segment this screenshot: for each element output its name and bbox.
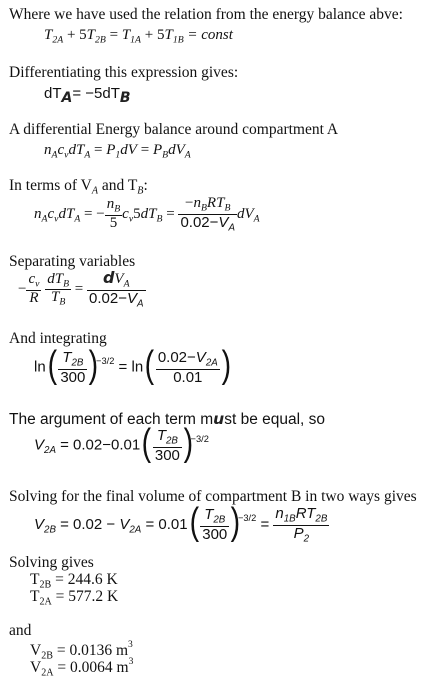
result-t2b: $T_{2B} = 244.6$ K [30,571,118,591]
text-energy-balance-intro: Where we have used the relation from the energy balance abve: [9,6,403,23]
text-and: and [9,622,32,639]
result-v2a: $V_{2A} = 0.0064$ $m^3$ [30,656,134,679]
text-separating-variables: Separating variables [9,253,136,270]
handwritten-b: B [119,90,131,106]
text-solving-gives: Solving gives [9,554,94,571]
dt-text: dT [44,85,62,102]
text-differential-energy-balance: A differential Energy balance around compartment A [9,121,339,138]
text-differentiating: Differentiating this expression gives: [9,64,239,81]
equation-energy-relation: $T_{2A} + 5T_{2B} = T_{1A} + 5T_{1B}$ = const [44,27,233,46]
equation-differential [44,85,131,106]
equation-separated: − $\frac{c_v}{R}$ $\frac{dT_B}{T_B}$ = $\frac{dV_A}{0.02-V_A}$ [18,268,144,310]
equation-v2a: $V_{2A} = 0.02-0.01$( $\frac{T_{2B}}{300}$ )$^{-3/2}$ [34,421,209,464]
handwritten-a: A [61,90,73,106]
text-argument-equal: The argument of each term must be equal, so [9,410,326,428]
equation-v2b: $V_{2B} = 0.02 - V_{2A} = 0.01$( $\frac{T_{2B}}{300}$ )$^{-3/2}$ = $\frac{n_{1B}RT_{2B}}{P_2}$ [34,501,328,545]
equation-energy-balance-a: $n_Ac_vdT_A = P_1dV = P_BdV_A$ [44,142,191,161]
const-text: = const [187,27,233,43]
text-solving-final-volume: Solving for the final volume of compartment B in two ways gives [9,488,417,505]
equation-integrated: ln( $\frac{T_{2B}}{300}$ )$^{-3/2}$ = ln( $\frac{0.02-V_{2A}}{0.01}$ ) [34,343,231,386]
result-t2a: $T_{2A} = 577.2$ K [30,588,119,608]
text-and-integrating: And integrating [9,330,107,347]
rhs-text: = −5dT [72,85,120,102]
result-v2b: $V_{2B} = 0.0136$ $m^3$ [30,639,133,662]
equation-in-terms-va-tb: $n_Ac_vdT_A$ = − $\frac{n_B}{5}$ $c_v5dT_B$ = $\frac{-n_BRT_B}{0.02-V_A}$ $dV_A$ [34,195,260,234]
text-in-terms-of: In terms of $V_A$ and $T_B$: [9,177,148,197]
